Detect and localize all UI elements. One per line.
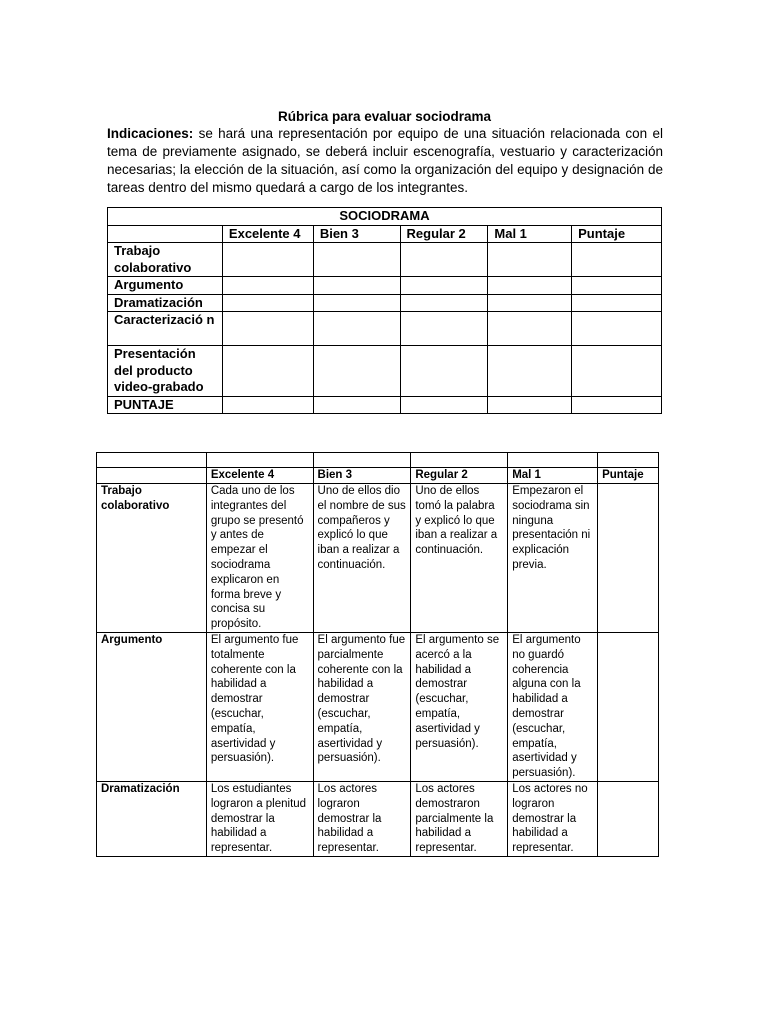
column-header-row: [108, 225, 662, 243]
total-label: PUNTAJE: [108, 396, 223, 414]
blank-cell: [206, 453, 313, 468]
table-row: [108, 312, 662, 346]
column-header: Regular 2: [411, 468, 508, 484]
descriptor-cell: Cada uno de los integrantes del grupo se presentó y antes de empezar el sociodrama explicaron en forma breve y concisa su propósito.: [206, 484, 313, 633]
criterion-label: Trabajo colaborativo: [97, 484, 207, 633]
column-header: Bien 3: [313, 225, 400, 243]
score-cell: [572, 277, 662, 295]
table-row: [108, 346, 662, 397]
descriptor-cell: Los actores no lograron demostrar la habilidad a representar.: [508, 781, 598, 856]
column-header: Excelente 4: [206, 468, 313, 484]
score-cell: [572, 312, 662, 346]
table-row: [108, 396, 662, 414]
score-cell: [400, 312, 488, 346]
score-cell: [222, 294, 313, 312]
score-cell: [572, 346, 662, 397]
score-cell: [222, 346, 313, 397]
indications-label: Indicaciones:: [107, 126, 194, 141]
criterion-label: Argumento: [108, 277, 223, 295]
score-cell: [222, 243, 313, 277]
score-cell: [488, 277, 572, 295]
column-header: Mal 1: [508, 468, 598, 484]
score-cell: [400, 243, 488, 277]
score-cell: [313, 396, 400, 414]
table-row: [97, 781, 659, 856]
score-cell: [400, 277, 488, 295]
score-cell: [488, 312, 572, 346]
criterion-label: Caracterizació n: [108, 312, 223, 346]
criterion-label: Dramatización: [97, 781, 207, 856]
column-header: Regular 2: [400, 225, 488, 243]
score-cell: [222, 277, 313, 295]
score-cell: [400, 294, 488, 312]
blank-cell: [598, 453, 659, 468]
descriptor-cell: Uno de ellos tomó la palabra y explicó lo que iban a realizar a continuación.: [411, 484, 508, 633]
rubric-summary-table: [107, 207, 662, 414]
blank-row: [97, 453, 659, 468]
score-cell: [400, 346, 488, 397]
column-header: Puntaje: [598, 468, 659, 484]
score-cell: [313, 277, 400, 295]
header-cell-empty: [97, 468, 207, 484]
descriptor-cell: Los actores demostraron parcialmente la habilidad a representar.: [411, 781, 508, 856]
table-header-sociodrama: SOCIODRAMA: [108, 208, 662, 226]
descriptor-cell: El argumento fue totalmente coherente con la habilidad a demostrar (escuchar, empatía, asertividad y persuasión).: [206, 632, 313, 781]
header-cell-empty: [108, 225, 223, 243]
table-row: [97, 484, 659, 633]
score-cell: [572, 243, 662, 277]
score-cell: [313, 346, 400, 397]
rubric-detail-table: [96, 452, 659, 857]
indications-text: se hará una representación por equipo de una situación relacionada con el tema de previamente asignado, se deberá incluir escenografía, vestuario y caracterización necesarias; la elección de la situación, así como la organización del equipo y designación de tareas dentro del mismo quedará a cargo de los integrantes.: [107, 126, 663, 195]
table-row: [97, 632, 659, 781]
score-cell: [572, 294, 662, 312]
column-header-row: [97, 468, 659, 484]
score-cell: [488, 294, 572, 312]
score-cell: [313, 294, 400, 312]
criterion-label: Presentación del producto video-grabado: [108, 346, 223, 397]
score-cell: [222, 312, 313, 346]
column-header: Excelente 4: [222, 225, 313, 243]
descriptor-cell: Los estudiantes lograron a plenitud demostrar la habilidad a representar.: [206, 781, 313, 856]
descriptor-cell: El argumento se acercó a la habilidad a demostrar (escuchar, empatía, asertividad y persuasión).: [411, 632, 508, 781]
criterion-label: Argumento: [97, 632, 207, 781]
document-title: Rúbrica para evaluar sociodrama: [277, 109, 492, 124]
table-row: [108, 243, 662, 277]
table-row: [108, 277, 662, 295]
score-cell: [598, 781, 659, 856]
descriptor-cell: Uno de ellos dio el nombre de sus compañeros y explicó lo que iban a realizar a continuación.: [313, 484, 411, 633]
indications-paragraph: [107, 125, 663, 197]
score-cell: [313, 312, 400, 346]
table-row: [108, 294, 662, 312]
descriptor-cell: Empezaron el sociodrama sin ninguna presentación ni explicación previa.: [508, 484, 598, 633]
blank-cell: [313, 453, 411, 468]
blank-cell: [508, 453, 598, 468]
score-cell: [400, 396, 488, 414]
column-header: Bien 3: [313, 468, 411, 484]
column-header: Puntaje: [572, 225, 662, 243]
score-cell: [572, 396, 662, 414]
score-cell: [488, 346, 572, 397]
score-cell: [598, 632, 659, 781]
score-cell: [488, 396, 572, 414]
criterion-label: Dramatización: [108, 294, 223, 312]
descriptor-cell: El argumento fue parcialmente coherente con la habilidad a demostrar (escuchar, empatía, asertividad y persuasión).: [313, 632, 411, 781]
score-cell: [488, 243, 572, 277]
score-cell: [313, 243, 400, 277]
descriptor-cell: Los actores lograron demostrar la habilidad a representar.: [313, 781, 411, 856]
criterion-label: Trabajo colaborativo: [108, 243, 223, 277]
column-header: Mal 1: [488, 225, 572, 243]
score-cell: [222, 396, 313, 414]
descriptor-cell: El argumento no guardó coherencia alguna con la habilidad a demostrar (escuchar, empatía, asertividad y persuasión).: [508, 632, 598, 781]
blank-cell: [411, 453, 508, 468]
score-cell: [598, 484, 659, 633]
blank-cell: [97, 453, 207, 468]
